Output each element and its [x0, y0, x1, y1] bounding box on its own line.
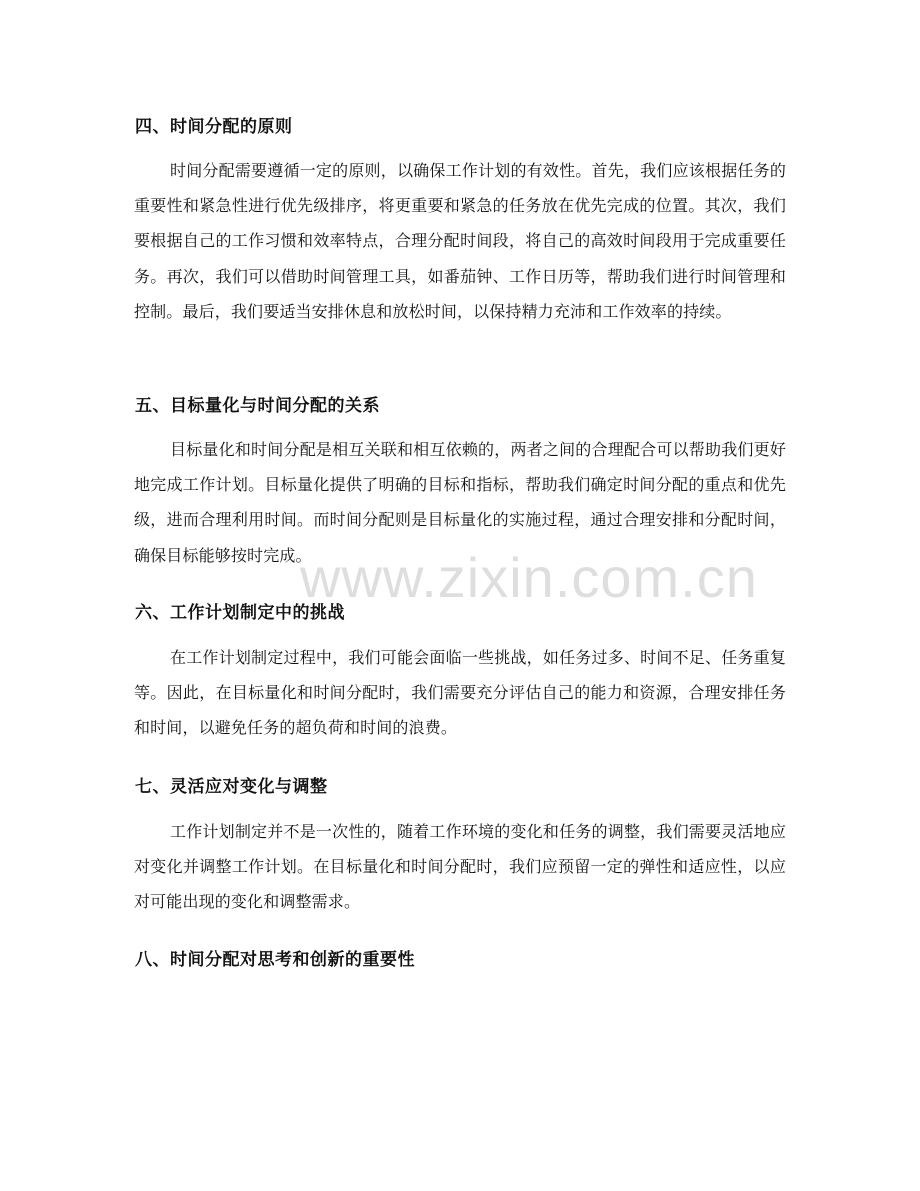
section-heading-4: 四、时间分配的原则 — [135, 117, 293, 137]
section-paragraph-7: 工作计划制定并不是一次性的，随着工作环境的变化和任务的调整，我们需要灵活地应对变化并调整工作计划。在目标量化和时间分配时，我们应预留一定的弹性和适应性，以应对可能出现的变化和调整需求。 — [134, 822, 786, 912]
section-paragraph-5: 目标量化和时间分配是相互关联和相互依赖的，两者之间的合理配合可以帮助我们更好地完成工作计划。目标量化提供了明确的目标和指标，帮助我们确定时间分配的重点和优先级，进而合理利用时间。而时间分配则是目标量化的实施过程，通过合理安排和分配时间，确保目标能够按时完成。 — [134, 440, 786, 565]
watermark-text: www.zixin.com.cn — [300, 546, 758, 609]
section-heading-5: 五、目标量化与时间分配的关系 — [135, 396, 380, 416]
section-paragraph-4: 时间分配需要遵循一定的原则，以确保工作计划的有效性。首先，我们应该根据任务的重要性和紧急性进行优先级排序，将更重要和紧急的任务放在优先完成的位置。其次，我们要根据自己的工作习惯和效率特点，合理分配时间段，将自己的高效时间段用于完成重要任务。再次，我们可以借助时间管理工具，如番茄钟、工作日历等，帮助我们进行时间管理和控制。最后，我们要适当安排休息和放松时间，以保持精力充沛和工作效率的持续。 — [134, 161, 786, 321]
section-paragraph-6: 在工作计划制定过程中，我们可能会面临一些挑战，如任务过多、时间不足、任务重复等。因此，在目标量化和时间分配时，我们需要充分评估自己的能力和资源，合理安排任务和时间，以避免任务的超负荷和时间的浪费。 — [134, 648, 786, 738]
section-heading-7: 七、灵活应对变化与调整 — [135, 777, 328, 797]
section-heading-8: 八、时间分配对思考和创新的重要性 — [135, 950, 415, 970]
section-heading-6: 六、工作计划制定中的挑战 — [135, 603, 345, 623]
